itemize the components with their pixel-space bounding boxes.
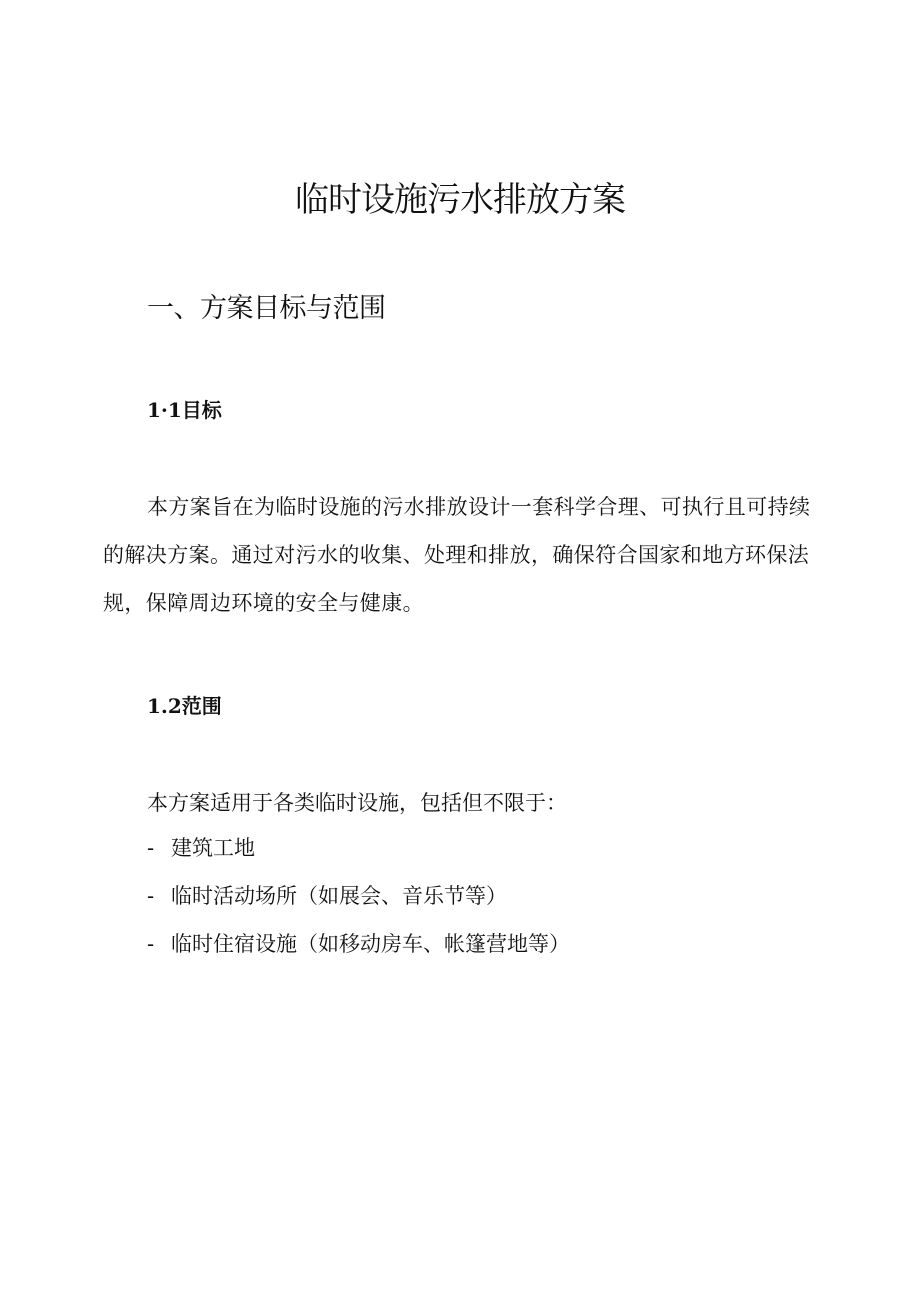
list-item	[147, 833, 570, 881]
list-bullet: -	[147, 932, 155, 956]
goal-paragraph: 本方案旨在为临时设施的污水排放设计一套科学合理、可执行且可持续的解决方案。通过对污水的收集、处理和排放，确保符合国家和地方环保法规，保障周边环境的安全与健康。	[103, 495, 811, 615]
list-bullet: -	[147, 884, 155, 908]
scope-list	[147, 833, 570, 977]
scope-heading: 1.2范围	[147, 694, 222, 718]
document-title: 临时设施污水排放方案	[295, 180, 625, 220]
list-bullet: -	[147, 836, 155, 860]
list-item-text: 临时活动场所（如展会、音乐节等）	[171, 884, 507, 908]
goal-heading: 1·1目标	[147, 398, 222, 422]
list-item-text: 临时住宿设施（如移动房车、帐篷营地等）	[171, 932, 570, 956]
list-item	[147, 881, 570, 929]
list-item	[147, 929, 570, 977]
section-heading: 一、方案目标与范围	[147, 293, 386, 324]
scope-intro: 本方案适用于各类临时设施，包括但不限于：	[147, 791, 567, 815]
list-item-text: 建筑工地	[171, 836, 255, 860]
